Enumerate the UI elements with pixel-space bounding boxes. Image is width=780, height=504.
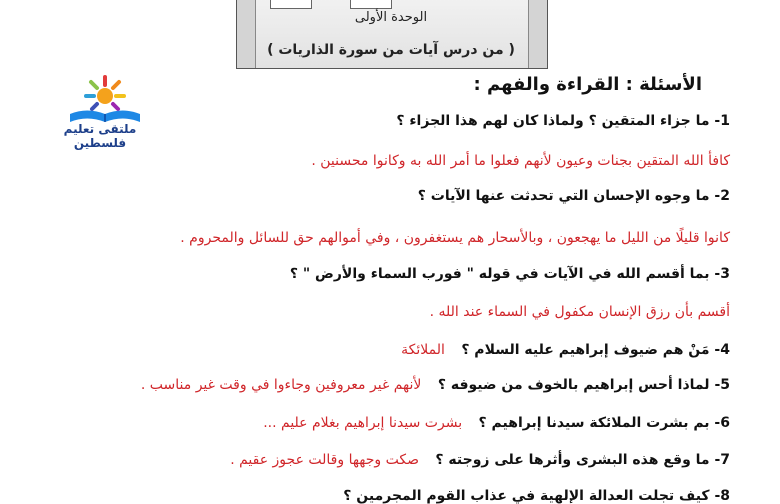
question-row-4 <box>401 342 730 358</box>
logo-text: ملتقى تعليم فلسطين <box>63 122 137 150</box>
lesson-title: ( من درس آيات من سورة الذاريات ) <box>267 42 515 58</box>
question-1: 1- ما جزاء المتقين ؟ ولماذا كان لهم هذا الجزاء ؟ <box>396 113 730 129</box>
answer-6: بشرت سيدنا إبراهيم بغلام عليم ... <box>263 415 463 431</box>
question-row-6 <box>263 415 730 431</box>
section-heading: الأسئلة : القراءة والفهم : <box>473 74 702 95</box>
answer-7: صكت وجهها وقالت عجوز عقيم . <box>230 452 419 468</box>
answer-1: كافأ الله المتقين بجنات وعيون لأنهم فعلوا ما أمر الله به وكانوا محسنين . <box>311 153 730 169</box>
answer-3: أقسم بأن رزق الإنسان مكفول في السماء عند الله . <box>429 304 730 320</box>
question-5: 5- لماذا أحس إبراهيم بالخوف من ضيوفه ؟ <box>437 377 730 393</box>
question-2: 2- ما وجوه الإحسان التي تحدثت عنها الآيات ؟ <box>417 188 730 204</box>
question-7: 7- ما وقع هذه البشرى وأثرها على زوجته ؟ <box>435 452 730 468</box>
answer-2: كانوا قليلًا من الليل ما يهجعون ، وبالأسحار هم يستغفرون ، وفي أموالهم حق للسائل والمحروم . <box>180 230 730 246</box>
unit-title: الوحدة الأولى <box>354 10 428 25</box>
question-row-7 <box>230 452 730 468</box>
question-row-5 <box>141 377 730 393</box>
banner-tab-left <box>270 0 312 9</box>
answer-4: الملائكة <box>401 342 445 358</box>
question-3: 3- بما أقسم الله في الآيات في قوله " فورب السماء والأرض " ؟ <box>289 266 730 282</box>
question-4: 4- مَنْ هم ضيوف إبراهيم عليه السلام ؟ <box>461 342 730 358</box>
question-8: 8- كيف تجلت العدالة الإلهية في عذاب القوم المجرمين ؟ <box>343 488 730 504</box>
question-6: 6- بم بشرت الملائكة سيدنا إبراهيم ؟ <box>478 415 730 431</box>
answer-5: لأنهم غير معروفين وجاءوا في وقت غير مناسب . <box>140 377 422 393</box>
banner-tab-right <box>350 0 392 9</box>
